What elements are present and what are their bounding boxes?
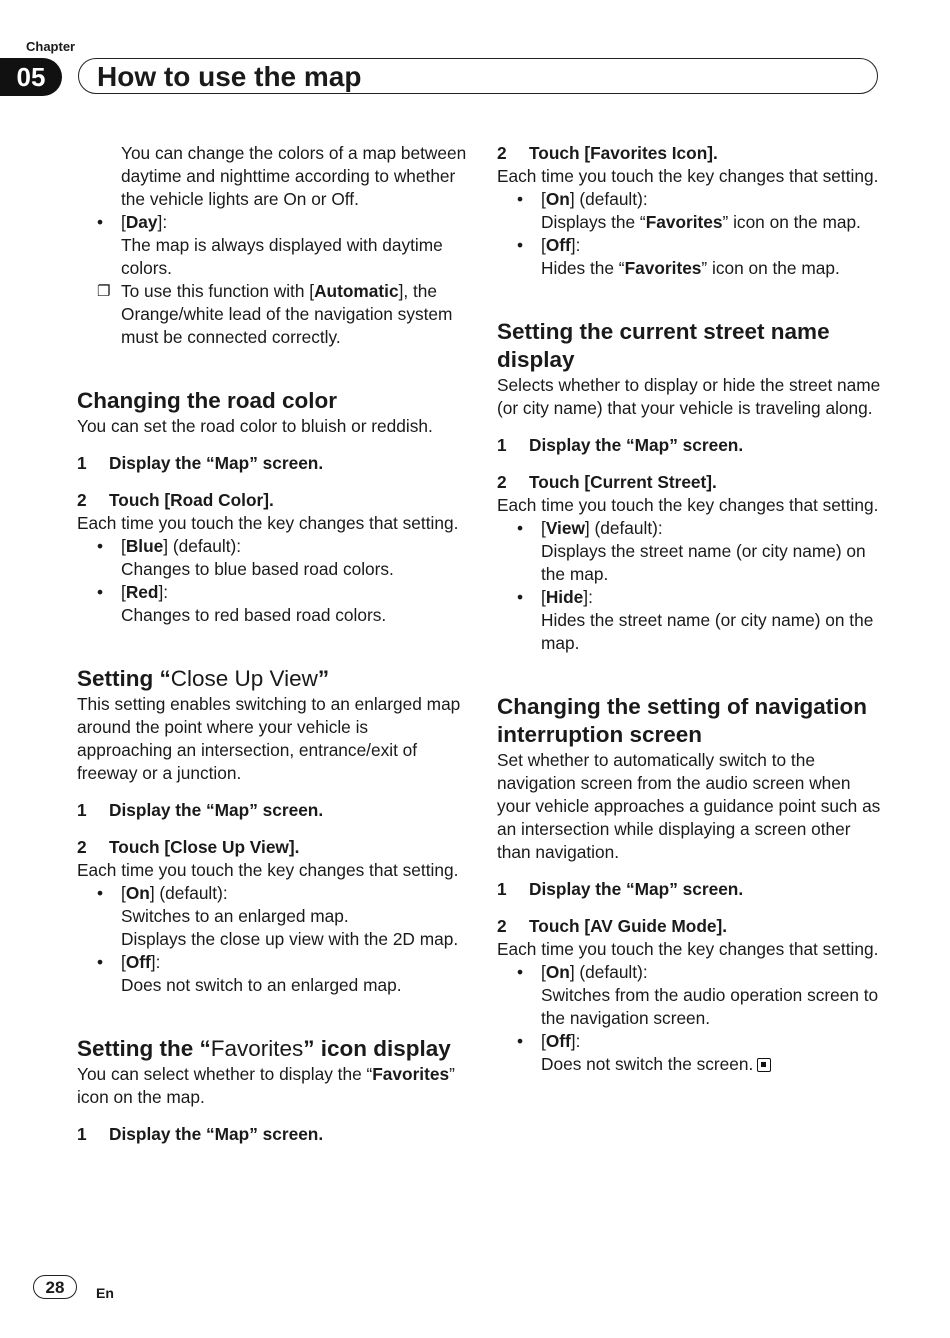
option-on: • [On] (default):: [517, 189, 648, 209]
step-desc: Each time you touch the key changes that setting.: [497, 166, 879, 186]
section-title: Changing the road color: [77, 388, 338, 413]
option-red: • [Red]:: [97, 582, 169, 602]
step-2: 2 Touch [Favorites Icon].: [497, 143, 718, 163]
language-label: En: [96, 1285, 114, 1301]
step-2: 2 Touch [Close Up View].: [77, 837, 300, 857]
step-2: 2 Touch [Road Color].: [77, 490, 274, 510]
option-key: Day: [125, 212, 158, 232]
bullet-icon: •: [97, 212, 104, 232]
step-1: 1 Display the “Map” screen.: [497, 435, 744, 455]
chapter-label: Chapter: [26, 39, 76, 54]
note-checkbox-icon: ❐: [97, 283, 111, 300]
page-number: 28: [33, 1275, 77, 1299]
option-blue: • [Blue] (default):: [97, 536, 242, 556]
option-desc: Switches to an enlarged map.: [121, 906, 349, 926]
section-desc: Selects whether to display or hide the street name (or city name) that your vehicle is traveling along.: [497, 375, 881, 418]
section-desc: This setting enables switching to an enlarged map around the point where your vehicle is approaching an intersection, entrance/exit of freeway or a junction.: [77, 694, 461, 783]
section-title: Setting “Close Up View”: [77, 666, 330, 691]
step-1: 1 Display the “Map” screen.: [77, 1124, 324, 1144]
section-title: Setting the current street name display: [497, 319, 830, 372]
step-2: 2 Touch [AV Guide Mode].: [497, 916, 728, 936]
option-desc: Does not switch to an enlarged map.: [121, 975, 402, 995]
option-off: • [Off]:: [517, 235, 581, 255]
step-desc: Each time you touch the key changes that setting.: [77, 860, 459, 880]
end-mark-icon: [757, 1058, 771, 1072]
right-column: [497, 142, 887, 1076]
option-desc: Displays the close up view with the 2D map.: [121, 929, 459, 949]
section-desc: Set whether to automatically switch to the navigation screen from the audio screen when your vehicle approaches a guidance point such as an intersection while displaying a screen other than navigation.: [497, 750, 881, 862]
section-desc: You can set the road color to bluish or reddish.: [77, 416, 433, 436]
chapter-title: How to use the map: [78, 58, 878, 94]
option-off: • [Off]:: [517, 1031, 581, 1051]
left-column: [77, 142, 467, 1146]
option-on: • [On] (default):: [517, 962, 648, 982]
option-desc: Displays the street name (or city name) on the map.: [541, 541, 866, 584]
intro-text: You can change the colors of a map between daytime and nighttime according to whether the vehicle lights are On or Off.: [121, 143, 467, 209]
option-desc: Displays the “Favorites” icon on the map.: [541, 212, 861, 232]
chapter-number: 05: [0, 58, 62, 96]
day-option: • [Day]:: [97, 212, 168, 232]
option-desc: Changes to blue based road colors.: [121, 559, 394, 579]
section-title: Setting the “Favorites” icon display: [77, 1036, 451, 1061]
option-desc: Switches from the audio operation screen to the navigation screen.: [541, 985, 879, 1028]
section-desc: You can select whether to display the “Favorites” icon on the map.: [77, 1064, 455, 1107]
step-desc: Each time you touch the key changes that setting.: [77, 513, 459, 533]
option-view: • [View] (default):: [517, 518, 663, 538]
option-desc: Changes to red based road colors.: [121, 605, 387, 625]
option-hide: • [Hide]:: [517, 587, 593, 607]
note: ❐ To use this function with [Automatic], the Orange/white lead of the navigation system must be connected correctly.: [97, 281, 453, 347]
step-1: 1 Display the “Map” screen.: [77, 453, 324, 473]
option-off: • [Off]:: [97, 952, 161, 972]
step-2: 2 Touch [Current Street].: [497, 472, 717, 492]
option-on: • [On] (default):: [97, 883, 228, 903]
section-title: Changing the setting of navigation interruption screen: [497, 694, 867, 747]
option-desc: Does not switch the screen.: [497, 1053, 887, 1076]
option-desc: Hides the “Favorites” icon on the map.: [541, 258, 840, 278]
step-desc: Each time you touch the key changes that setting.: [497, 939, 879, 959]
step-desc: Each time you touch the key changes that setting.: [497, 495, 879, 515]
option-desc: The map is always displayed with daytime colors.: [121, 235, 443, 278]
step-1: 1 Display the “Map” screen.: [77, 800, 324, 820]
option-desc: Hides the street name (or city name) on the map.: [541, 610, 874, 653]
step-1: 1 Display the “Map” screen.: [497, 879, 744, 899]
